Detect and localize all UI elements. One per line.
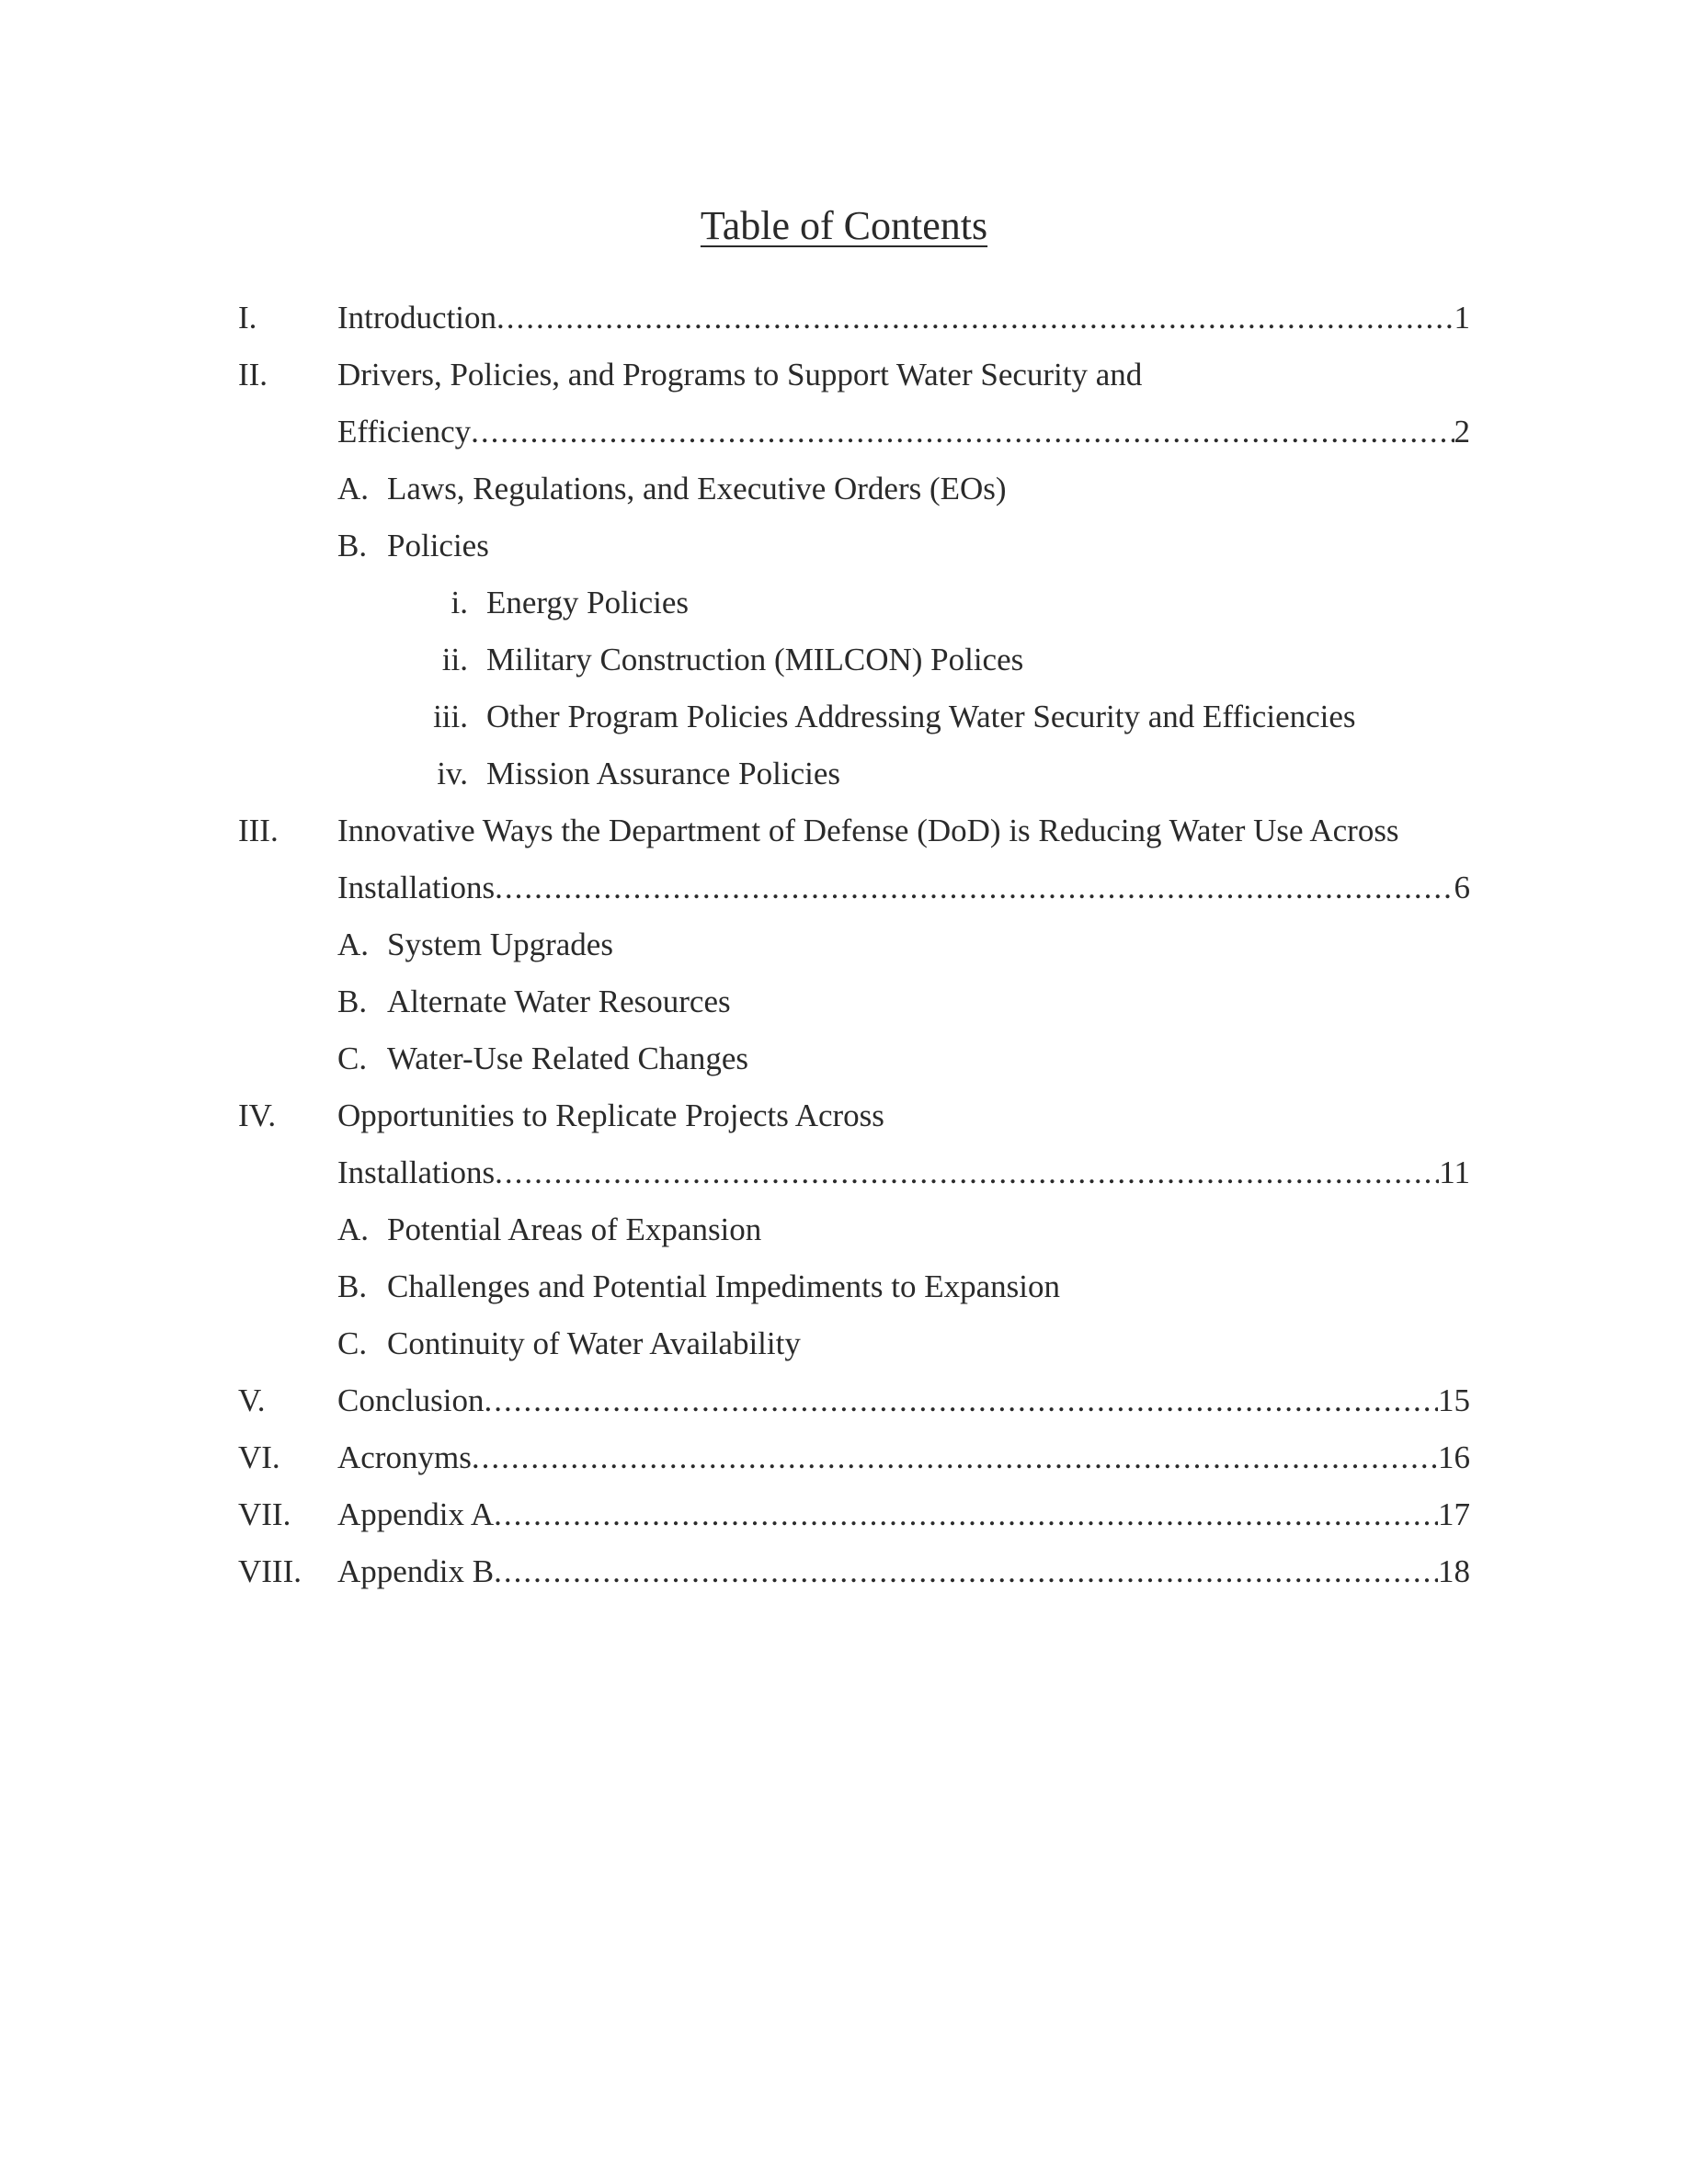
toc-subentry-title: System Upgrades: [387, 927, 613, 962]
toc-subentry-letter: A.: [337, 1211, 370, 1247]
toc-page-number: 17: [1438, 1496, 1470, 1532]
toc-entry-conclusion: [238, 1372, 1470, 1429]
toc-entry-line: [337, 1429, 1470, 1486]
toc-subentry: [238, 461, 1470, 518]
toc-entry-title: Introduction: [337, 300, 497, 336]
toc-entry-drivers: [238, 347, 1470, 404]
toc-entry-title-line1: Opportunities to Replicate Projects Across: [337, 1098, 884, 1133]
toc-entry-title: Installations: [337, 1155, 496, 1190]
toc-entry-appendix-b: [238, 1543, 1470, 1600]
toc-subsubentry-title: Military Construction (MILCON) Polices: [486, 642, 1024, 677]
toc-entry-innovative-ways: [238, 802, 1470, 859]
toc-leader-dots: [472, 1429, 1438, 1486]
toc-leader-dots: [484, 1372, 1438, 1429]
toc-subentry-letter: B.: [337, 528, 368, 563]
toc-subsubentry-title: Other Program Policies Addressing Water Security and Efficiencies: [486, 699, 1356, 734]
toc-entry-title: Installations: [337, 870, 496, 905]
toc-entry-number: I.: [238, 300, 257, 336]
toc-entry-title: Efficiency: [337, 414, 472, 449]
toc-subsubentry-title: Mission Assurance Policies: [486, 756, 840, 791]
toc-subentry-title: Policies: [387, 528, 489, 563]
toc-subentry-letter: C.: [337, 1325, 368, 1361]
toc-entry-number: II.: [238, 357, 268, 392]
toc-entry-title-line1: Drivers, Policies, and Programs to Support Water Security and: [337, 357, 1143, 392]
toc-page-number: 2: [1454, 414, 1470, 449]
toc-subentry: [238, 1030, 1470, 1087]
toc-subsubentry: [238, 631, 1470, 688]
toc-entry-line: [337, 1486, 1470, 1543]
toc-subsubentry: [238, 688, 1470, 745]
toc-subentry-title: Continuity of Water Availability: [387, 1325, 801, 1361]
toc-subentry: [238, 518, 1470, 574]
toc-leader-dots: [494, 1486, 1438, 1543]
toc-subentry-letter: A.: [337, 927, 370, 962]
toc-entry-line: [337, 404, 1470, 461]
toc-subentry: [238, 916, 1470, 973]
toc-entry-opportunities: [238, 1087, 1470, 1144]
toc-leader-dots: [494, 1543, 1438, 1600]
table-of-contents: [238, 290, 1470, 1600]
toc-subsubentry: [238, 574, 1470, 631]
toc-entry-line: [337, 1372, 1470, 1429]
page-title: Table of Contents: [700, 203, 988, 248]
toc-entry-line: [337, 859, 1470, 916]
toc-leader-dots: [495, 859, 1454, 916]
toc-subsubentry-number: iii.: [433, 699, 468, 734]
toc-entry-acronyms: [238, 1429, 1470, 1486]
toc-entry-title: Appendix A: [337, 1496, 495, 1532]
toc-leader-dots: [496, 290, 1454, 347]
toc-entry-number: VIII.: [238, 1553, 302, 1589]
toc-subentry: [238, 1315, 1470, 1372]
toc-entry-number: IV.: [238, 1098, 277, 1133]
toc-entry-appendix-a: [238, 1486, 1470, 1543]
toc-entry-introduction: [238, 290, 1470, 347]
toc-entry-number: VI.: [238, 1439, 280, 1475]
toc-subsubentry-title: Energy Policies: [486, 585, 690, 620]
toc-entry-number: VII.: [238, 1496, 291, 1532]
toc-subentry: [238, 1258, 1470, 1315]
toc-subentry-title: Potential Areas of Expansion: [387, 1211, 762, 1247]
toc-subentry: [238, 1201, 1470, 1258]
toc-subentry-title: Laws, Regulations, and Executive Orders (EOs): [387, 471, 1007, 506]
toc-entry-number: V.: [238, 1382, 266, 1418]
toc-entry-number: III.: [238, 813, 279, 848]
toc-subentry-title: Alternate Water Resources: [387, 984, 731, 1019]
toc-entry-title: Acronyms: [337, 1439, 472, 1475]
toc-entry-line: [337, 290, 1470, 347]
toc-page-number: 15: [1438, 1382, 1470, 1418]
toc-page-number: 16: [1438, 1439, 1470, 1475]
toc-entry-title: Appendix B: [337, 1553, 495, 1589]
toc-entry-drivers-line2: [238, 404, 1470, 461]
toc-entry-title: Conclusion: [337, 1382, 485, 1418]
toc-entry-title-line1: Innovative Ways the Department of Defense (DoD) is Reducing Water Use Across: [337, 813, 1399, 848]
toc-subsubentry-number: iv.: [437, 756, 468, 791]
toc-subentry-letter: A.: [337, 471, 370, 506]
toc-subentry-letter: B.: [337, 984, 368, 1019]
toc-subsubentry-number: i.: [451, 585, 468, 620]
toc-entry-innovative-ways-line2: [238, 859, 1470, 916]
toc-subsubentry-number: ii.: [441, 642, 468, 677]
toc-leader-dots: [495, 1144, 1439, 1201]
toc-page-number: 11: [1439, 1155, 1470, 1190]
toc-subentry-title: Challenges and Potential Impediments to Expansion: [387, 1268, 1060, 1304]
toc-entry-line: [337, 1543, 1470, 1600]
toc-subentry-letter: B.: [337, 1268, 368, 1304]
toc-subentry-title: Water-Use Related Changes: [387, 1041, 748, 1076]
toc-page-number: 1: [1454, 300, 1470, 336]
toc-page-number: 18: [1438, 1553, 1470, 1589]
toc-page-number: 6: [1454, 870, 1470, 905]
toc-entry-opportunities-line2: [238, 1144, 1470, 1201]
toc-leader-dots: [471, 404, 1454, 461]
toc-entry-line: [337, 1144, 1470, 1201]
toc-subentry: [238, 973, 1470, 1030]
toc-subsubentry: [238, 745, 1470, 802]
toc-subentry-letter: C.: [337, 1041, 368, 1076]
